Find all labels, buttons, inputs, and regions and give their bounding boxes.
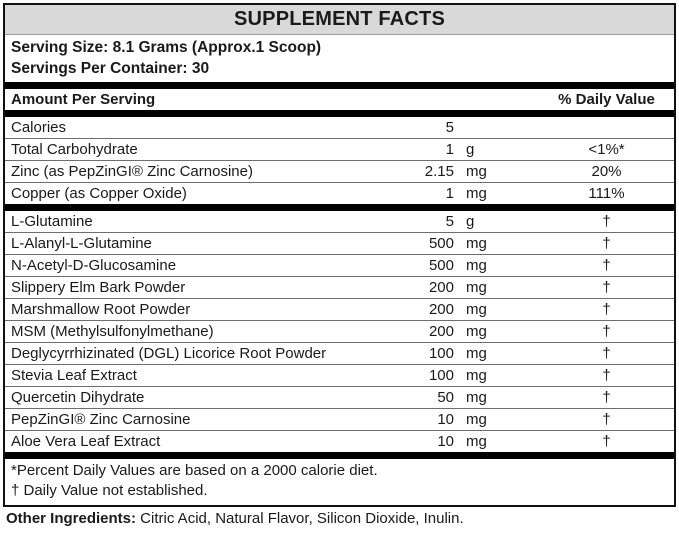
- cell-unit: mg: [466, 235, 487, 252]
- nutrients-section: [5, 117, 674, 204]
- cell-amount: 200: [428, 323, 454, 340]
- table-row: [5, 182, 674, 204]
- daily-value-header: % Daily Value: [558, 91, 655, 108]
- cell-dv: †: [602, 345, 611, 362]
- column-header-row: [5, 89, 674, 110]
- cell-dv: 20%: [591, 163, 622, 180]
- cell-name: Aloe Vera Leaf Extract: [11, 433, 161, 450]
- table-row: [5, 254, 674, 276]
- cell-dv: †: [602, 433, 611, 450]
- cell-name: Zinc (as PepZinGI® Zinc Carnosine): [11, 163, 253, 180]
- table-row: [5, 276, 674, 298]
- table-row: [5, 232, 674, 254]
- cell-dv: †: [602, 367, 611, 384]
- cell-amount: 200: [428, 301, 454, 318]
- cell-dv: †: [602, 235, 611, 252]
- cell-dv: †: [602, 257, 611, 274]
- divider-bar: [5, 110, 674, 117]
- cell-name: N-Acetyl-D-Glucosamine: [11, 257, 177, 274]
- supplement-facts-panel: [3, 3, 676, 507]
- table-row: [5, 211, 674, 232]
- cell-unit: mg: [466, 185, 487, 202]
- cell-name: Copper (as Copper Oxide): [11, 185, 187, 202]
- cell-amount: 500: [428, 235, 454, 252]
- table-row: [5, 364, 674, 386]
- cell-amount: 500: [428, 257, 454, 274]
- serving-info: [5, 35, 674, 82]
- cell-unit: g: [466, 213, 475, 230]
- panel-title: SUPPLEMENT FACTS: [5, 5, 674, 35]
- divider-bar: [5, 452, 674, 459]
- cell-unit: mg: [466, 389, 487, 406]
- table-row: [5, 386, 674, 408]
- divider-bar: [5, 82, 674, 89]
- amount-per-serving-header: Amount Per Serving: [11, 91, 156, 108]
- cell-amount: 5: [445, 213, 454, 230]
- cell-name: MSM (Methylsulfonylmethane): [11, 323, 214, 340]
- cell-name: L-Alanyl-L-Glutamine: [11, 235, 152, 252]
- cell-unit: mg: [466, 411, 487, 428]
- cell-amount: 1: [445, 185, 454, 202]
- servings-per-container-line: Servings Per Container: 30: [11, 60, 210, 77]
- cell-name: PepZinGI® Zinc Carnosine: [11, 411, 191, 428]
- cell-unit: mg: [466, 367, 487, 384]
- cell-amount: 2.15: [424, 163, 454, 180]
- cell-unit: mg: [466, 163, 487, 180]
- other-ingredients-line: [6, 510, 464, 527]
- table-row: [5, 298, 674, 320]
- cell-unit: mg: [466, 345, 487, 362]
- cell-amount: 200: [428, 279, 454, 296]
- table-row: [5, 408, 674, 430]
- footnotes: [5, 459, 674, 505]
- cell-unit: mg: [466, 257, 487, 274]
- table-row: [5, 117, 674, 138]
- cell-name: Slippery Elm Bark Powder: [11, 279, 186, 296]
- cell-name: Quercetin Dihydrate: [11, 389, 145, 406]
- cell-name: Total Carbohydrate: [11, 141, 138, 158]
- cell-dv: †: [602, 279, 611, 296]
- cell-name: Calories: [11, 119, 67, 136]
- cell-dv: †: [602, 301, 611, 318]
- cell-unit: g: [466, 141, 475, 158]
- divider-bar: [5, 204, 674, 211]
- serving-size-line: Serving Size: 8.1 Grams (Approx.1 Scoop): [11, 39, 322, 56]
- table-row: [5, 138, 674, 160]
- ingredients-section: [5, 211, 674, 452]
- cell-amount: 10: [437, 433, 454, 450]
- cell-dv: †: [602, 323, 611, 340]
- cell-name: L-Glutamine: [11, 213, 93, 230]
- cell-dv: 111%: [588, 185, 625, 202]
- cell-name: Deglycyrrhizinated (DGL) Licorice Root Powder: [11, 345, 327, 362]
- cell-name: Marshmallow Root Powder: [11, 301, 191, 318]
- table-row: [5, 342, 674, 364]
- cell-unit: mg: [466, 301, 487, 318]
- cell-amount: 1: [445, 141, 454, 158]
- table-row: [5, 430, 674, 452]
- table-row: [5, 320, 674, 342]
- other-ingredients-label: Other Ingredients:: [6, 510, 137, 527]
- cell-amount: 5: [445, 119, 454, 136]
- cell-unit: mg: [466, 323, 487, 340]
- cell-amount: 100: [428, 345, 454, 362]
- other-ingredients-text: Citric Acid, Natural Flavor, Silicon Dioxide, Inulin.: [136, 510, 464, 527]
- percent-daily-value-footnote: *Percent Daily Values are based on a 2000 calorie diet.: [11, 462, 378, 479]
- cell-unit: mg: [466, 433, 487, 450]
- cell-dv: †: [602, 213, 611, 230]
- cell-dv: <1%*: [588, 141, 625, 158]
- cell-amount: 50: [437, 389, 454, 406]
- cell-dv: †: [602, 411, 611, 428]
- cell-name: Stevia Leaf Extract: [11, 367, 137, 384]
- cell-amount: 100: [428, 367, 454, 384]
- cell-unit: mg: [466, 279, 487, 296]
- daily-value-not-established-footnote: † Daily Value not established.: [11, 482, 208, 499]
- cell-dv: †: [602, 389, 611, 406]
- table-row: [5, 160, 674, 182]
- cell-amount: 10: [437, 411, 454, 428]
